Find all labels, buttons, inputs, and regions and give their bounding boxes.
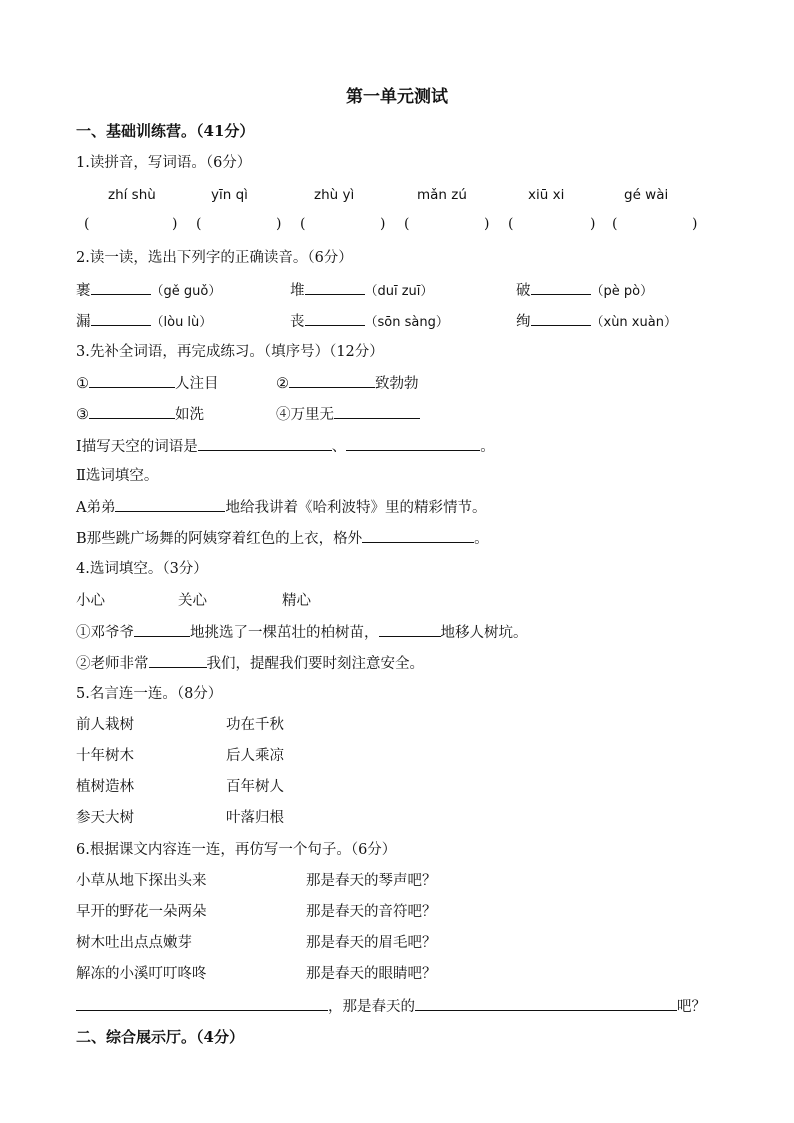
- spring-right-1[interactable]: 那是春天的琴声吧？: [306, 873, 437, 889]
- pinyin-5: xiū xi: [528, 187, 565, 203]
- answer-box-4[interactable]: (: [404, 216, 410, 232]
- fill-choice-label: Ⅱ选词填空。: [76, 468, 159, 484]
- blank[interactable]: [415, 996, 677, 1011]
- sentence-a: A弟弟 地给我讲着《哈利波特》里的精彩情节。: [76, 497, 486, 518]
- proverb-left-2[interactable]: 十年树木: [76, 748, 134, 764]
- proverb-left-4[interactable]: 参天大树: [76, 810, 134, 826]
- section-heading-showcase: 二、综合展示厅。（4分）: [76, 1028, 244, 1046]
- blank[interactable]: [76, 996, 328, 1011]
- proverb-right-1[interactable]: 功在千秋: [226, 717, 284, 733]
- idiom-item-2: ② 致勃勃: [276, 373, 419, 394]
- sky-words-line: Ⅰ描写天空的词语是 、 。: [76, 436, 495, 457]
- pinyin-3: zhù yì: [314, 187, 355, 203]
- question-2-label: 2.读一读，选出下列字的正确读音。（6分）: [76, 250, 353, 266]
- spring-left-3[interactable]: 树木吐出点点嫩芽: [76, 935, 192, 951]
- blank[interactable]: [531, 311, 591, 326]
- spring-right-2[interactable]: 那是春天的音符吧？: [306, 904, 437, 920]
- blank[interactable]: [334, 404, 420, 419]
- pronunciation-item-2: 堆 （duī zuī）: [290, 280, 433, 302]
- pronunciation-item-5: 丧 （sōn sàng）: [290, 311, 449, 333]
- pronunciation-item-4: 漏 （lòu lù）: [76, 311, 212, 333]
- blank[interactable]: [149, 653, 207, 668]
- answer-box-6[interactable]: (: [612, 216, 618, 232]
- blank[interactable]: [305, 280, 365, 295]
- section-heading-basics: 一、基础训练营。（41分）: [76, 122, 255, 140]
- pinyin-4: mǎn zú: [417, 187, 467, 203]
- proverb-left-1[interactable]: 前人栽树: [76, 717, 134, 733]
- proverb-left-3[interactable]: 植树造林: [76, 779, 134, 795]
- blank[interactable]: [89, 373, 175, 388]
- spring-left-4[interactable]: 解冻的小溪叮叮咚咚: [76, 966, 207, 982]
- imitation-sentence-line: ，那是春天的 吧？: [76, 996, 706, 1017]
- blank[interactable]: [91, 280, 151, 295]
- pinyin-2: yīn qì: [211, 187, 248, 203]
- answer-box-5[interactable]: (: [508, 216, 514, 232]
- word-choice-2: 关心: [178, 593, 207, 609]
- blank[interactable]: [91, 311, 151, 326]
- blank[interactable]: [362, 528, 474, 543]
- spring-left-1[interactable]: 小草从地下探出头来: [76, 873, 207, 889]
- pronunciation-item-1: 裹 （gě guǒ）: [76, 280, 221, 302]
- answer-box-3[interactable]: (: [300, 216, 306, 232]
- blank[interactable]: [531, 280, 591, 295]
- blank[interactable]: [198, 436, 332, 451]
- blank[interactable]: [346, 436, 480, 451]
- blank[interactable]: [115, 497, 225, 512]
- question-6-label: 6.根据课文内容连一连，再仿写一个句子。（6分）: [76, 842, 397, 858]
- q4-sentence-1: ①邓爷爷 地挑选了一棵茁壮的柏树苗， 地移人树坑。: [76, 622, 528, 643]
- q4-sentence-2: ②老师非常 我们，提醒我们要时刻注意安全。: [76, 653, 424, 674]
- blank[interactable]: [89, 404, 175, 419]
- question-3-label: 3.先补全词语，再完成练习。（填序号）（12分）: [76, 344, 384, 360]
- question-1-label: 1.读拼音，写词语。（6分）: [76, 155, 252, 171]
- spring-right-3[interactable]: 那是春天的眉毛吧？: [306, 935, 437, 951]
- answer-box-1[interactable]: (: [84, 216, 90, 232]
- worksheet-page: 第一单元测试 一、基础训练营。（41分） 1.读拼音，写词语。（6分） zhí shù yīn qì zhù yì mǎn zú xiū xi gé wài ( ) ( ) ( ) ( ) ( ) ( ) 2.读一读，选出下列字的正确读音。（6分） 裹 （gě guǒ） 堆 （duī zuī） 破 （pè pò） 漏 （lòu lù） 丧 （sōn sàng） 绚 （xùn xuàn） 3.先补全词语，再完成练习。（填序号）（12分） ① 人注目 ② 致勃勃 ③ 如洗 ④万里无 Ⅰ描写天空的词语是 、 。 Ⅱ选词填空。 A弟弟 地给我讲着《哈利波特》里的精彩情节。 B那些跳广场舞的阿姨穿着红色的上衣，格外 。 4.选词填空。（3分） 小心 关心 精心 ①邓爷爷 地挑选了一棵茁壮的柏树苗， 地移人树坑。 ②老师非常 我们，提醒我们要时刻注意安全。 5.名言连一连。（8分） 前人栽树 功在千秋 十年树木 后人乘凉 植树造林 百年树人 参天大树 叶落归根 6.根据课文内容连一连，再仿写一个句子。（6分） 小草从地下探出头来 那是春天的琴声吧？ 早开的野花一朵两朵 那是春天的音符吧？ 树木吐出点点嫩芽 那是春天的眉毛吧？ 解冻的小溪叮叮咚咚 那是春天的眼睛吧？ ，那是春天的 吧？ 二、综合展示厅。（4分）: [0, 0, 794, 1123]
- idiom-item-1: ① 人注目: [76, 373, 219, 394]
- pinyin-6: gé wài: [624, 187, 669, 203]
- pronunciation-item-3: 破 （pè pò）: [516, 280, 653, 302]
- idiom-item-4: ④万里无: [276, 404, 420, 425]
- page-title: 第一单元测试: [346, 87, 448, 107]
- spring-left-2[interactable]: 早开的野花一朵两朵: [76, 904, 207, 920]
- word-choice-3: 精心: [282, 593, 311, 609]
- sentence-b: B那些跳广场舞的阿姨穿着红色的上衣，格外 。: [76, 528, 489, 549]
- pronunciation-item-6: 绚 （xùn xuàn）: [516, 311, 677, 333]
- proverb-right-4[interactable]: 叶落归根: [226, 810, 284, 826]
- proverb-right-2[interactable]: 后人乘凉: [226, 748, 284, 764]
- spring-right-4[interactable]: 那是春天的眼睛吧？: [306, 966, 437, 982]
- word-choice-1: 小心: [76, 593, 105, 609]
- answer-box-2[interactable]: (: [196, 216, 202, 232]
- blank[interactable]: [379, 622, 441, 637]
- idiom-item-3: ③ 如洗: [76, 404, 204, 425]
- pinyin-1: zhí shù: [108, 187, 156, 203]
- blank[interactable]: [305, 311, 365, 326]
- blank[interactable]: [289, 373, 375, 388]
- blank[interactable]: [134, 622, 190, 637]
- question-5-label: 5.名言连一连。（8分）: [76, 686, 223, 702]
- question-4-label: 4.选词填空。（3分）: [76, 561, 208, 577]
- proverb-right-3[interactable]: 百年树人: [226, 779, 284, 795]
